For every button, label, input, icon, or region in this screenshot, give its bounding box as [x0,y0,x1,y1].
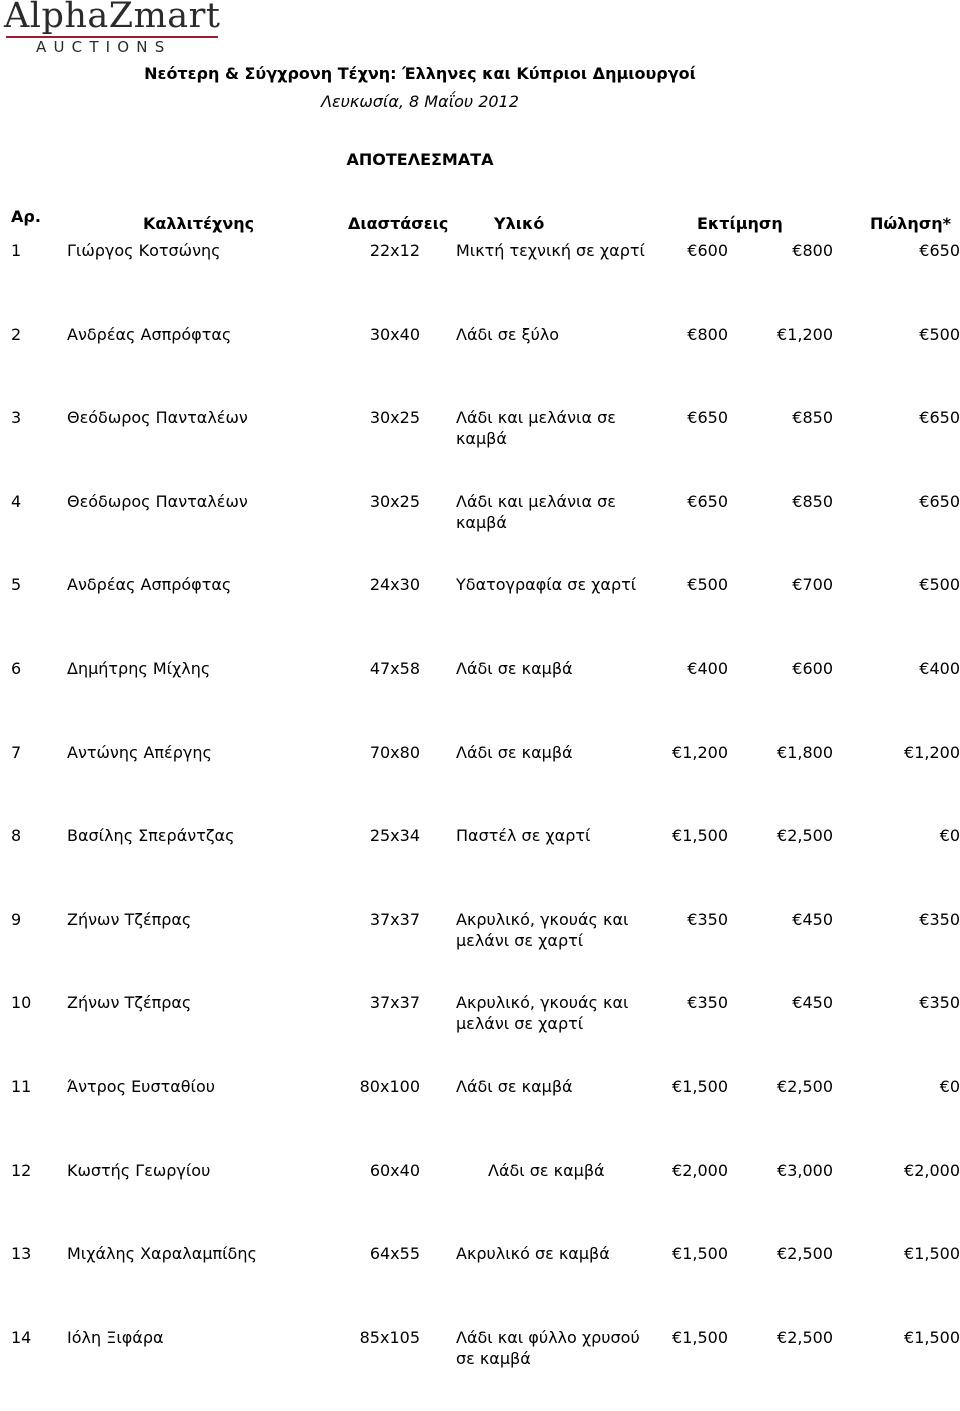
estimate-low: €650 [687,408,728,427]
estimate-high: €450 [792,993,833,1012]
sale-price: €500 [919,575,960,594]
material: Λάδι σε καμβά [456,1077,573,1096]
material: Λάδι σε καμβά [456,743,573,762]
lot-number: 7 [11,743,22,762]
dimensions: 24x30 [369,575,420,594]
estimate-low: €1,200 [672,743,728,762]
dimensions: 22x12 [369,241,420,260]
company-logo [4,0,221,58]
estimate-low: €1,500 [672,1077,728,1096]
lot-number: 5 [11,575,22,594]
material: Ακρυλικό, γκουάς και μελάνι σε χαρτί [456,910,629,950]
column-header-material: Υλικό [494,214,545,233]
column-header-number: Αρ. [11,207,41,226]
lot-number: 10 [11,993,32,1012]
sale-price: €0 [939,826,960,845]
sale-price: €1,200 [904,743,960,762]
table-row [0,407,960,491]
sale-price: €1,500 [904,1244,960,1263]
estimate-low: €650 [687,492,728,511]
material: Παστέλ σε χαρτί [456,826,591,845]
lot-number: 6 [11,659,22,678]
estimate-high: €2,500 [777,1328,833,1347]
dimensions: 60x40 [369,1161,420,1180]
sale-price: €0 [939,1077,960,1096]
column-header-artist: Καλλιτέχνης [143,214,255,233]
dimensions: 30x40 [369,325,420,344]
sale-price: €650 [919,408,960,427]
estimate-low: €350 [687,993,728,1012]
estimate-low: €600 [687,241,728,260]
estimate-high: €850 [792,408,833,427]
table-row [0,491,960,575]
estimate-high: €700 [792,575,833,594]
material: Λάδι σε καμβά [456,659,573,678]
lot-number: 4 [11,492,22,511]
lot-number: 13 [11,1244,32,1263]
artist-name: Μιχάλης Χαραλαμπίδης [67,1244,257,1263]
table-row [0,1243,960,1327]
estimate-high: €800 [792,241,833,260]
artist-name: Άντρος Ευσταθίου [67,1077,216,1096]
material: Ακρυλικό, γκουάς και μελάνι σε χαρτί [456,993,629,1033]
column-header-dimensions: Διαστάσεις [348,214,449,233]
estimate-low: €1,500 [672,826,728,845]
table-row [0,574,960,658]
estimate-high: €2,500 [777,826,833,845]
artist-name: Ζήνων Τζέπρας [67,993,192,1012]
estimate-high: €850 [792,492,833,511]
artist-name: Αντώνης Απέργης [67,743,212,762]
estimate-high: €1,200 [777,325,833,344]
artist-name: Θεόδωρος Πανταλέων [67,408,248,427]
dimensions: 70x80 [369,743,420,762]
lot-number: 1 [11,241,22,260]
material: Λάδι σε καμβά [488,1161,605,1180]
sale-price: €400 [919,659,960,678]
table-row [0,1327,960,1411]
estimate-low: €800 [687,325,728,344]
material: Υδατογραφία σε χαρτί [456,575,637,594]
logo-subtitle: AUCTIONS [36,38,172,56]
material: Λάδι και φύλλο χρυσού σε καμβά [456,1328,640,1368]
estimate-low: €500 [687,575,728,594]
table-row [0,324,960,408]
estimate-high: €3,000 [777,1161,833,1180]
dimensions: 37x37 [369,993,420,1012]
dimensions: 64x55 [369,1244,420,1263]
sale-price: €2,000 [904,1161,960,1180]
document-subtitle: Λευκωσία, 8 Μαΐου 2012 [321,92,519,111]
artist-name: Ανδρέας Ασπρόφτας [67,325,232,344]
table-row [0,240,960,324]
estimate-low: €400 [687,659,728,678]
sale-price: €1,500 [904,1328,960,1347]
table-row [0,909,960,993]
table-row [0,992,960,1076]
sale-price: €650 [919,492,960,511]
sale-price: €500 [919,325,960,344]
table-row [0,1160,960,1244]
logo-name: AlphaZmart [4,0,221,36]
lot-number: 2 [11,325,22,344]
artist-name: Θεόδωρος Πανταλέων [67,492,248,511]
lot-number: 12 [11,1161,32,1180]
table-row [0,658,960,742]
artist-name: Δημήτρης Μίχλης [67,659,211,678]
material: Μικτή τεχνική σε χαρτί [456,241,645,260]
dimensions: 47x58 [369,659,420,678]
artist-name: Ζήνων Τζέπρας [67,910,192,929]
lot-number: 8 [11,826,22,845]
artist-name: Βασίλης Σπεράντζας [67,826,235,845]
lot-number: 3 [11,408,22,427]
artist-name: Γιώργος Κοτσώνης [67,241,221,260]
estimate-low: €1,500 [672,1244,728,1263]
sale-price: €350 [919,993,960,1012]
estimate-high: €2,500 [777,1244,833,1263]
estimate-high: €600 [792,659,833,678]
dimensions: 30x25 [369,408,420,427]
material: Ακρυλικό σε καμβά [456,1244,610,1263]
estimate-high: €1,800 [777,743,833,762]
artist-name: Κωστής Γεωργίου [67,1161,211,1180]
dimensions: 85x105 [359,1328,420,1347]
table-row [0,742,960,826]
column-header-sale: Πώληση* [870,214,952,233]
estimate-low: €2,000 [672,1161,728,1180]
estimate-low: €350 [687,910,728,929]
dimensions: 30x25 [369,492,420,511]
estimate-low: €1,500 [672,1328,728,1347]
lot-number: 11 [11,1077,32,1096]
material: Λάδι και μελάνια σε καμβά [456,492,616,532]
column-header-estimate: Εκτίμηση [697,214,783,233]
table-row [0,825,960,909]
dimensions: 80x100 [359,1077,420,1096]
dimensions: 37x37 [369,910,420,929]
lot-number: 14 [11,1328,32,1347]
estimate-high: €2,500 [777,1077,833,1096]
results-heading: ΑΠΟΤΕΛΕΣΜΑΤΑ [346,150,494,169]
artist-name: Ιόλη Ξιφάρα [67,1328,164,1347]
artist-name: Ανδρέας Ασπρόφτας [67,575,232,594]
material: Λάδι σε ξύλο [456,325,560,344]
lot-number: 9 [11,910,22,929]
estimate-high: €450 [792,910,833,929]
dimensions: 25x34 [369,826,420,845]
sale-price: €350 [919,910,960,929]
material: Λάδι και μελάνια σε καμβά [456,408,616,448]
sale-price: €650 [919,241,960,260]
document-title: Νεότερη & Σύγχρονη Τέχνη: Έλληνες και Κύπριοι Δημιουργοί [144,64,696,83]
table-row [0,1076,960,1160]
